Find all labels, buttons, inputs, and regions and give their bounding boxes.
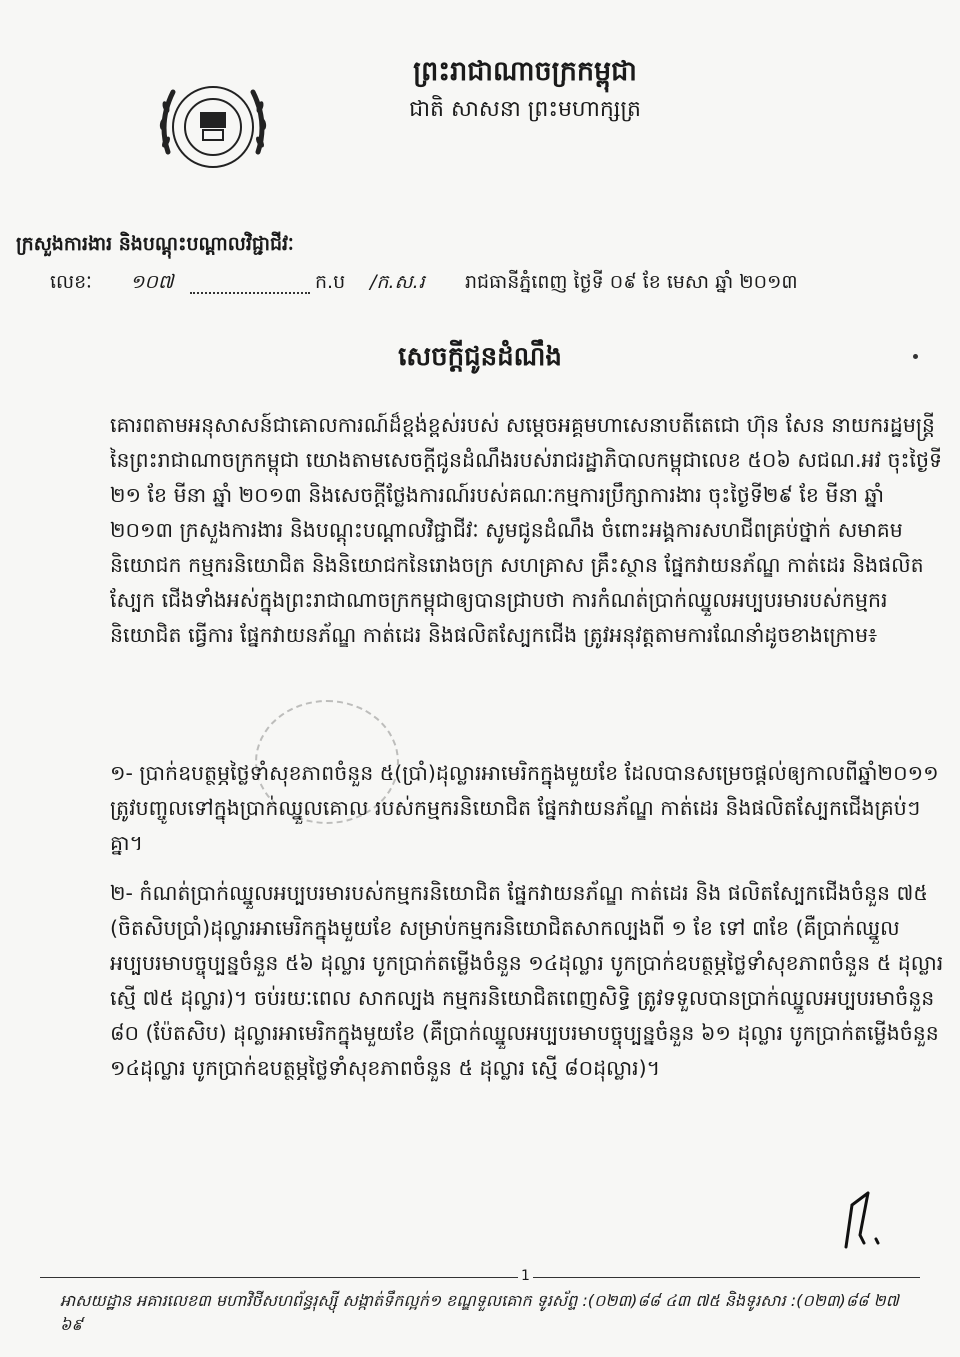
kingdom-title: ព្រះរាជាណាចក្រកម្ពុជា [413, 56, 637, 87]
kingdom-header [385, 52, 665, 128]
reference-line [30, 270, 940, 304]
reference-label: លេខៈ [50, 271, 92, 293]
paragraph-intro: គោរពតាមអនុសាសន៍ជាគោលការណ៍ដ៏ខ្ពង់ខ្ពស់របស់ សម្តេចអគ្គមហាសេនាបតីតេជោ ហ៊ុន សែន នាយករដ្ឋមន្ត្រីនៃព្រះរាជាណាចក្រកម្ពុជា យោងតាមសេចក្តីជូនដំណឹងរបស់រាជរដ្ឋាភិបាលកម្ពុជាលេខ ៥០៦ សជណ.អវ ចុះថ្ងៃទី ២១ ខែ មីនា ឆ្នាំ ២០១៣ និងសេចក្តីថ្លែងការណ៍របស់គណៈកម្មការប្រឹក្សាការងារ ចុះថ្ងៃទី២៩ ខែ មីនា ឆ្នាំ ២០១៣ ក្រសួងការងារ និងបណ្តុះបណ្តាលវិជ្ជាជីវៈ សូមជូនដំណឹង ចំពោះអង្គការសហជីពគ្រប់ថ្នាក់ សមាគមនិយោជក កម្មករនិយោជិត និងនិយោជកនៃរោងចក្រ សហគ្រាស គ្រឹះស្ថាន ផ្នែកវាយនភ័ណ្ឌ កាត់ដេរ និងផលិតស្បែក ជើងទាំងអស់ក្នុងព្រះរាជាណាចក្រកម្ពុជាឲ្យបានជ្រាបថា ការកំណត់ប្រាក់ឈ្នួលអប្បបរមារបស់កម្មករនិយោជិត ធ្វើការ ផ្នែកវាយនភ័ណ្ឌ កាត់ដេរ និងផលិតស្បែកជើង ត្រូវអនុវត្តតាមការណែនាំដូចខាងក្រោម៖ [110, 413, 943, 647]
reference-dotted-line [190, 282, 310, 294]
ministry-emblem [148, 62, 278, 192]
reference-code: ក.ប [315, 271, 346, 293]
place-and-date: រាជធានីភ្នំពេញ ថ្ងៃទី ០៩ ខែ មេសា ឆ្នាំ ២០១៣ [465, 271, 798, 293]
page-number: 1 [518, 1268, 533, 1284]
national-motto: ជាតិ សាសនា ព្រះមហាក្សត្រ [409, 97, 641, 122]
ministry-name: ក្រសួងការងារ និងបណ្តុះបណ្តាលវិជ្ជាជីវៈ [16, 233, 294, 255]
document-title: សេចក្តីជូនដំណឹង [398, 342, 562, 372]
paragraph-item-2: ២- កំណត់ប្រាក់ឈ្នួលអប្បបរមារបស់កម្មករនិយោជិត ផ្នែកវាយនភ័ណ្ឌ កាត់ដេរ និង ផលិតស្បែកជើងចំនួន ៧៥ (ចិតសិបប្រាំ)ដុល្លារអាមេរិកក្នុងមួយខែ សម្រាប់កម្មករនិយោជិតសាកល្បងពី ១ ខែ ទៅ ៣ខែ (គឺប្រាក់ឈ្នួលអប្បបរមាបច្ចុប្បន្នចំនួន ៥៦ ដុល្លារ បូកប្រាក់តម្លើងចំនួន ១៤ដុល្លារ បូកប្រាក់ឧបត្ថម្ភថ្លៃទាំសុខភាពចំនួន ៥ ដុល្លារ ស្មើ ៧៥ ដុល្លារ)។ ចប់រយៈពេល សាកល្បង កម្មករនិយោជិតពេញសិទ្ធិ ត្រូវទទួលបានប្រាក់ឈ្នួលអប្បបរមាចំនួន ៨០ (ប៉ែតសិប) ដុល្លារអាមេរិកក្នុងមួយខែ (គឺប្រាក់ឈ្នួលអប្បបរមាបច្ចុប្បន្នចំនួន ៦១ ដុល្លារ បូកប្រាក់តម្លើងចំនួន ១៤ដុល្លារ បូកប្រាក់ឧបត្ថម្ភថ្លៃទាំសុខភាពចំនួន ៥ ដុល្លារ ស្មើ ៨០ដុល្លារ)។ [110, 881, 944, 1080]
reference-number: ១០៧ [130, 271, 174, 293]
footer-address: អាសយដ្ឋាន អគារលេខ៣ មហាវិថីសហព័ន្ធរុស្ស៊ី សង្កាត់ទឹកល្អក់១ ខណ្ឌទួលគោក ទូរស័ព្ទ :(០២៣)៨៨ ៤៣ ៧៥ និងទូរសារ :(០២៣)៨៨ ២៧ ៦៩ [60, 1291, 899, 1334]
paragraph-item-1: ១- ប្រាក់ឧបត្ថម្ភថ្លៃទាំសុខភាពចំនួន ៥(ប្រាំ)ដុល្លារអាមេរិកក្នុងមួយខែ ដែលបានសម្រេចផ្តល់ឲ្យកាលពីឆ្នាំ២០១១ ត្រូវបញ្ចូលទៅក្នុងប្រាក់ឈ្នួលគោល របស់កម្មករនិយោជិត ផ្នែកវាយនភ័ណ្ឌ កាត់ដេរ និងផលិតស្បែកជើងគ្រប់ៗគ្នា។ [110, 761, 939, 855]
signature [838, 1185, 888, 1255]
footer-divider [40, 1277, 920, 1278]
ink-dot [913, 354, 918, 359]
reference-code-handwritten: /ក.ស.រ [370, 271, 425, 293]
